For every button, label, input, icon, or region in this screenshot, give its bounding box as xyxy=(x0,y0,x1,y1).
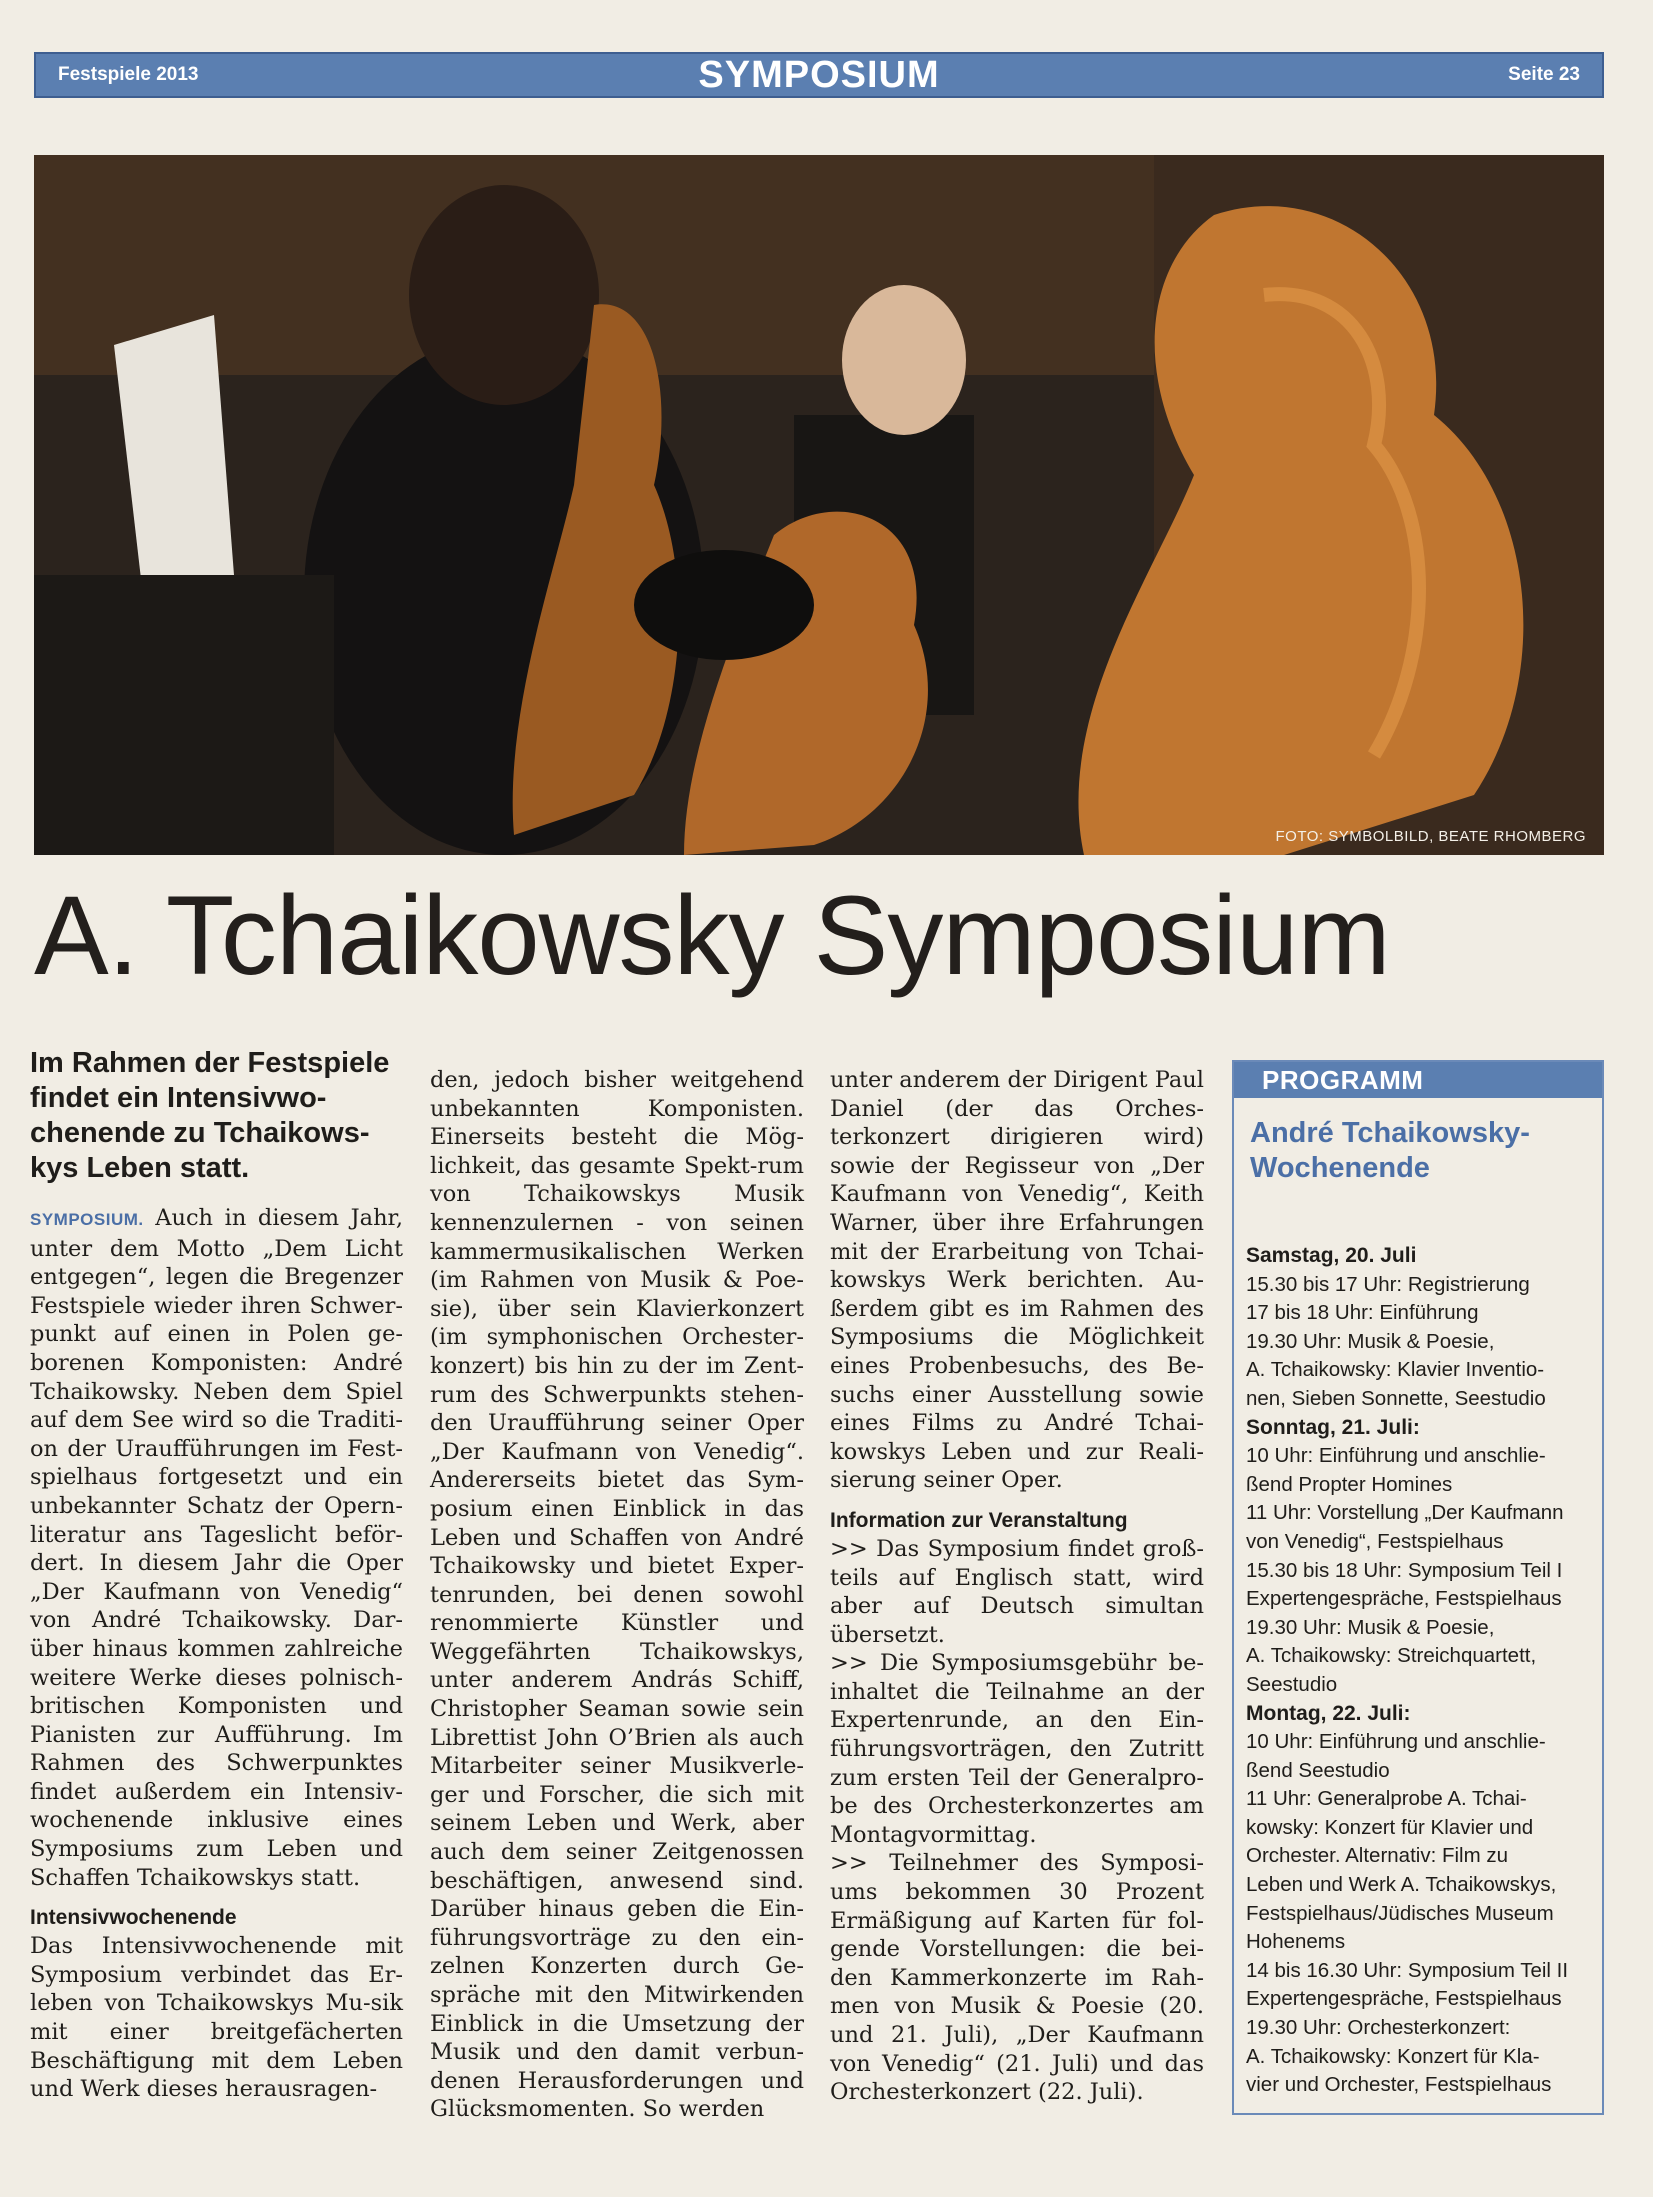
schedule-line: kowsky: Konzert für Klavier und xyxy=(1246,1815,1534,1839)
article-lead: Im Rahmen der Festspiele findet ein Intensivwo-chenende zu Tchaikows-kys Leben statt. xyxy=(30,1047,390,1184)
paragraph-intro xyxy=(30,1204,403,1892)
photo-credit: FOTO: SYMBOLBILD, BEATE RHOMBERG xyxy=(1275,828,1586,845)
schedule-line: ßend Propter Homines xyxy=(1246,1472,1453,1496)
programm-title: André Tchaikowsky-Wochenende xyxy=(1250,1117,1530,1184)
schedule-line: Hohenems xyxy=(1246,1930,1346,1954)
info-item-discount: >> Teilnehmer des Symposi-ums bekommen 30 Prozent Ermäßigung auf Karten für fol-gende Vorstellungen: die bei-den Kammerkonzerte im Rah-men von Musik & Poesie (20. und 21. Juli), „Der Kaufmann von Venedig“ (21. Juli) und das Orchesterkonzert (22. Juli). xyxy=(830,1850,1204,2106)
schedule-line: vier und Orchester, Festspielhaus xyxy=(1246,2073,1552,2097)
section-title: SYMPOSIUM xyxy=(698,53,940,96)
info-item-language: >> Das Symposium findet groß-teils auf Englisch statt, wird aber auf Deutsch simultan übersetzt. xyxy=(830,1535,1204,1648)
schedule-line: 11 Uhr: Vorstellung „Der Kaufmann xyxy=(1246,1501,1564,1525)
schedule-line: A. Tchaikowsky: Klavier Inventio- xyxy=(1246,1358,1545,1382)
schedule-line: 15.30 bis 18 Uhr: Symposium Teil I xyxy=(1246,1558,1563,1582)
schedule-line: Expertengespräche, Festspielhaus xyxy=(1246,1987,1562,2011)
schedule-line: ßend Seestudio xyxy=(1246,1758,1390,1782)
schedule-line: Seestudio xyxy=(1246,1672,1338,1696)
schedule-line: A. Tchaikowsky: Streichquartett, xyxy=(1246,1644,1537,1668)
schedule-line: Orchester. Alternativ: Film zu xyxy=(1246,1844,1509,1868)
subhead-intensivwochenende: Intensivwochenende xyxy=(30,1906,237,1930)
paragraph-col3: unter anderem der Dirigent Paul Daniel (der das Orches-terkonzert dirigieren wird) sowie der Regisseur von „Der Kaufmann von Venedig“, Keith Warner, über ihre Erfahrungen mit der Erarbeitung von Tchai-kowskys Werk berichten. Au-ßerdem gibt es im Rahmen des Symposiums die Möglichkeit eines Probenbesuchs, des Be-suchs einer Ausstellung sowie eines Films zu André Tchai-kowskys Leben und zur Reali-sierung seiner Oper. xyxy=(830,1067,1204,1494)
schedule-day: Samstag, 20. Juli xyxy=(1246,1244,1417,1267)
schedule-line: 19.30 Uhr: Musik & Poesie, xyxy=(1246,1329,1495,1353)
kicker-label: SYMPOSIUM. xyxy=(30,1210,144,1229)
schedule-line: 10 Uhr: Einführung und anschlie- xyxy=(1246,1730,1546,1754)
schedule-line: 19.30 Uhr: Orchesterkonzert: xyxy=(1246,2016,1511,2040)
page-header-bar xyxy=(34,52,1604,98)
article-column-1 xyxy=(30,1046,403,2104)
paragraph-col2: den, jedoch bisher weitgehend unbekannten Komponisten. Einerseits besteht die Mög-lichkeit, das gesamte Spekt-rum von Tchaikowskys Musik kennenzulernen - von seinen kammermusikalischen Werken (im Rahmen von Musik & Poe-sie), über sein Klavierkonzert (im symphonischen Orchester-konzert) bis hin zu der im Zent-rum des Schwerpunkts stehen-den Uraufführung seiner Oper „Der Kaufmann von Venedig“. Andererseits bietet das Sym-posium einen Einblick in das Leben und Schaffen von André Tchaikowsky und bietet Exper-tenrunden, bei denen sowohl renommierte Künstler und Weggefährten Tchaikowskys, unter anderem András Schiff, Christopher Seaman sowie sein Librettist John O’Brien als auch Mitarbeiter seiner Musikverle-ger und Forscher, die sich mit seinem Leben und Werk, aber auch dem seiner Zeitgenossen beschäftigen, anwesend sind. Darüber hinaus geben die Ein-führungsvorträge zu den ein-zelnen Konzerten durch Ge-spräche mit den Mitwirkenden Einblick in die Umsetzung der Musik und den damit verbun-denen Herausforderungen und Glücksmomenten. So werden xyxy=(430,1067,804,2123)
schedule-line: 11 Uhr: Generalprobe A. Tchai- xyxy=(1246,1787,1527,1811)
article-column-2 xyxy=(430,1066,804,2124)
schedule-day: Sonntag, 21. Juli: xyxy=(1246,1415,1420,1439)
schedule-line: nen, Sieben Sonnette, Seestudio xyxy=(1246,1386,1546,1410)
orchestra-photo xyxy=(34,155,1604,855)
schedule-line: 17 bis 18 Uhr: Einführung xyxy=(1246,1301,1479,1325)
schedule-line: 19.30 Uhr: Musik & Poesie, xyxy=(1246,1615,1495,1639)
schedule-line: 15.30 bis 17 Uhr: Registrierung xyxy=(1246,1272,1530,1296)
programm-box xyxy=(1232,1060,1604,2115)
programm-schedule xyxy=(1234,1186,1602,2100)
schedule-line: Festspielhaus/Jüdisches Museum xyxy=(1246,1901,1554,1925)
programm-label: PROGRAMM xyxy=(1234,1062,1602,1098)
page-number: Seite 23 xyxy=(1508,64,1580,85)
schedule-line: 14 bis 16.30 Uhr: Symposium Teil II xyxy=(1246,1958,1569,1982)
article-headline: A. Tchaikowsky Symposium xyxy=(34,873,1390,998)
paragraph-intensiv: Das Intensivwochenende mit Symposium verbindet das Er-leben von Tchaikowskys Mu-sik mit einer breitgefächerten Beschäftigung mit dem Leben und Werk dieses herausragen- xyxy=(30,1933,403,2103)
schedule-day: Montag, 22. Juli: xyxy=(1246,1701,1411,1725)
issue-label: Festspiele 2013 xyxy=(58,64,199,85)
schedule-line: Leben und Werk A. Tchaikowskys, xyxy=(1246,1873,1557,1897)
schedule-line: Expertengespräche, Festspielhaus xyxy=(1246,1587,1562,1611)
article-column-3 xyxy=(830,1066,1204,2107)
schedule-line: 10 Uhr: Einführung und anschlie- xyxy=(1246,1444,1546,1468)
photo-illustration xyxy=(34,155,1604,855)
info-item-fee: >> Die Symposiumsgebühr be-inhaltet die Teilnahme an der Expertenrunde, an den Ein-führungsvorträgen, den Zutritt zum ersten Teil der Generalpro-be des Orchesterkonzertes am Montagvormittag. xyxy=(830,1650,1204,1848)
paragraph-intro-text: Auch in diesem Jahr, unter dem Motto „Dem Licht entgegen“, legen die Bregenzer Festspiele wieder ihren Schwer-punkt auf einen in Polen ge-borenen Komponisten: André Tchaikowsky. Neben dem Spiel auf dem See wird so die Traditi-on der Uraufführungen im Fest-spielhaus fortgesetzt und ein unbekannter Schatz der Opern-literatur ans Tageslicht beför-dert. In diesem Jahr die Oper „Der Kaufmann von Venedig“ von André Tchaikowsky. Dar-über hinaus kommen zahlreiche weitere Werke dieses polnisch-britischen Komponisten und Pianisten zur Aufführung. Im Rahmen des Schwerpunktes findet außerdem ein Intensiv-wochenende inklusive eines Symposiums zum Leben und Schaffen Tchaikowskys statt. xyxy=(30,1205,403,1891)
subhead-information: Information zur Veranstaltung xyxy=(830,1508,1128,1532)
schedule-line: von Venedig“, Festspielhaus xyxy=(1246,1529,1504,1553)
schedule-line: A. Tchaikowsky: Konzert für Kla- xyxy=(1246,2044,1540,2068)
